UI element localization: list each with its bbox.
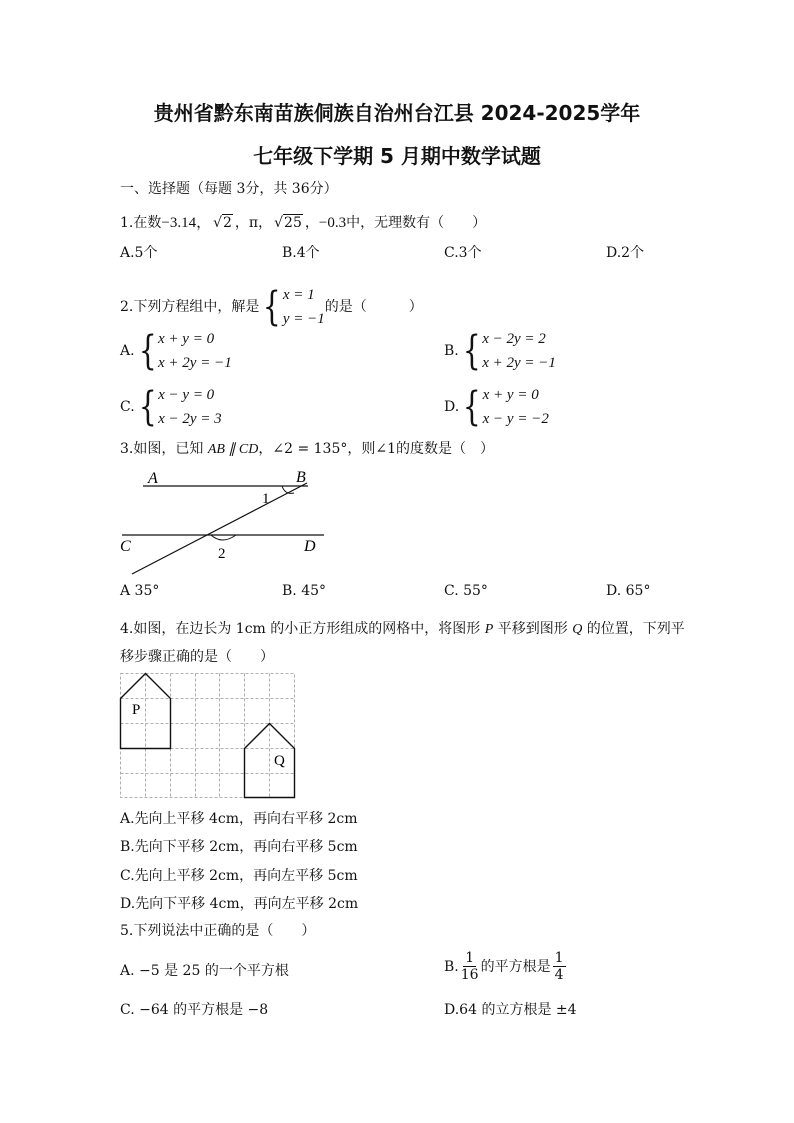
- q5-frac1-denominator: 16: [460, 967, 479, 983]
- q5-frac2-denominator: 4: [554, 967, 564, 983]
- q3-label-angle-2: 2: [218, 546, 226, 562]
- q3-option-c[interactable]: C. 55°: [444, 583, 488, 599]
- q5-option-a[interactable]: A. −5 是 25 的一个平方根: [120, 963, 289, 979]
- q4-stem-p: P: [484, 622, 494, 637]
- q4-stem-a: 4.如图，在边长为 1cm 的小正方形组成的网格中，将图形: [120, 621, 485, 637]
- q2-option-d[interactable]: [444, 383, 549, 431]
- q2-option-c[interactable]: [120, 383, 222, 431]
- q2-option-d-equations: [483, 383, 549, 431]
- q2-option-a-brace: {: [138, 328, 157, 374]
- q1-sqrt-2-radicand: 2: [223, 215, 232, 231]
- doc-title-line2: 七年级下学期 5 月期中数学试题: [253, 144, 541, 168]
- q5-frac2-numerator: 1: [554, 950, 564, 966]
- q2-given-eq-1: x = 1: [282, 287, 315, 303]
- q3-label-angle-1: 1: [262, 491, 270, 507]
- q2-option-b-equations: [482, 327, 556, 375]
- q1-option-c[interactable]: C.3个: [444, 245, 482, 261]
- q4-grid-lines: [121, 674, 295, 798]
- doc-title-line1: 贵州省黔东南苗族侗族自治州台江县 2024-2025学年: [153, 101, 641, 125]
- q3-option-a[interactable]: A 35°: [120, 583, 160, 599]
- q2-option-c-equations: [158, 383, 222, 431]
- q2-option-a-equations: [158, 327, 232, 375]
- question-5-stem: 5.下列说法中正确的是（ ）: [120, 923, 316, 939]
- q2-option-c-eq-1: x − y = 0: [158, 387, 215, 403]
- q4-option-a[interactable]: A.先向上平移 4cm，再向右平移 2cm: [120, 811, 358, 827]
- q2-option-c-brace: {: [138, 384, 157, 430]
- q2-given-system: [259, 283, 324, 331]
- q4-option-b[interactable]: B.先向下平移 2cm，再向右平移 5cm: [120, 839, 358, 855]
- q2-option-a-eq-1: x + y = 0: [158, 331, 215, 347]
- q2-option-d-eq-1: x + y = 0: [482, 387, 539, 403]
- q5-option-b[interactable]: [444, 950, 568, 983]
- q3-option-d[interactable]: D. 65°: [606, 583, 651, 599]
- q1-sqrt-25: √25: [274, 215, 302, 231]
- question-4-stem-line2: 移步骤正确的是（ ）: [120, 649, 274, 665]
- q2-given-eq-2: y = −1: [282, 311, 325, 327]
- q3-parallel-lines-figure: [110, 465, 340, 580]
- q4-grid-figure: [118, 671, 298, 801]
- q4-stem-c: 的位置，下列平: [582, 621, 685, 637]
- q5-option-b-label: B.: [444, 958, 459, 975]
- q1-sep-3: ，: [304, 215, 319, 231]
- q3-stem-a: 3.如图，已知: [120, 441, 208, 457]
- question-4-stem-line1: [120, 620, 685, 639]
- q3-label-a: A: [148, 470, 158, 487]
- question-1-stem: [120, 214, 486, 232]
- q1-number-4: −0.3: [318, 215, 347, 231]
- q1-option-b[interactable]: B.4个: [282, 245, 320, 261]
- q2-option-a[interactable]: [120, 327, 232, 375]
- q1-stem-b: 中，无理数有（ ）: [346, 215, 487, 231]
- q4-option-c[interactable]: C.先向上平移 2cm，再向左平移 5cm: [120, 868, 358, 884]
- q2-option-d-brace: {: [463, 384, 481, 430]
- question-3-stem: [120, 440, 494, 459]
- q2-given-equations: [283, 283, 325, 331]
- q2-option-d-label: D.: [444, 399, 460, 415]
- q5-option-b-fraction-1: [461, 950, 479, 983]
- q4-label-q: Q: [274, 753, 285, 769]
- q2-stem-a: 2.下列方程组中，解是: [120, 299, 260, 315]
- q5-option-c[interactable]: C. −64 的平方根是 −8: [120, 1002, 269, 1018]
- q5-option-d[interactable]: D.64 的立方根是 ±4: [444, 1002, 577, 1018]
- question-2-stem: [120, 283, 423, 331]
- q1-sqrt-25-radicand: 25: [284, 215, 302, 231]
- q1-sep-2: ，π，: [234, 215, 273, 231]
- q2-option-a-label: A.: [120, 343, 135, 359]
- q5-option-b-fraction-2: [553, 950, 566, 983]
- q2-option-b[interactable]: [444, 327, 556, 375]
- q4-label-p: P: [132, 702, 141, 718]
- q5-frac1-numerator: 1: [465, 950, 475, 966]
- q1-prefix: 1.: [120, 215, 134, 231]
- q2-option-b-eq-2: x + 2y = −1: [482, 355, 556, 371]
- q3-label-b: B: [296, 469, 306, 486]
- q3-label-d: D: [304, 538, 316, 555]
- section-heading: 一、选择题（每题 3分，共 36分）: [120, 181, 338, 197]
- q4-option-d[interactable]: D.先向下平移 4cm，再向左平移 2cm: [120, 896, 359, 912]
- q1-option-a[interactable]: A.5个: [120, 245, 158, 261]
- q4-stem-q: Q: [572, 622, 583, 637]
- q3-stem-b: ，∠2 = 135°，则∠1的度数是（ ）: [258, 441, 495, 457]
- q3-label-c: C: [120, 538, 131, 555]
- q2-option-b-eq-1: x − 2y = 2: [482, 331, 546, 347]
- q5-option-b-mid: 的平方根是: [480, 958, 551, 975]
- q2-option-c-label: C.: [120, 399, 135, 415]
- q3-ab-parallel-cd: AB ∥ CD: [207, 442, 259, 457]
- q2-stem-b: 的是（ ）: [324, 299, 423, 315]
- q2-option-c-eq-2: x − 2y = 3: [158, 411, 222, 427]
- q4-stem-b: 平移到图形: [493, 621, 573, 637]
- q1-number-1: −3.14，: [161, 215, 212, 231]
- q2-given-brace: {: [263, 284, 281, 330]
- q2-option-a-eq-2: x + 2y = −1: [158, 355, 232, 371]
- q2-option-b-label: B.: [444, 343, 459, 359]
- q1-stem-a: 在数: [133, 215, 162, 231]
- q2-option-b-brace: {: [462, 328, 481, 374]
- q1-option-d[interactable]: D.2个: [606, 245, 645, 261]
- q2-option-d-eq-2: x − y = −2: [482, 411, 549, 427]
- q3-option-b[interactable]: B. 45°: [282, 583, 327, 599]
- q3-angle-2-arc: [211, 535, 236, 540]
- q1-sqrt-2: √2: [213, 215, 232, 231]
